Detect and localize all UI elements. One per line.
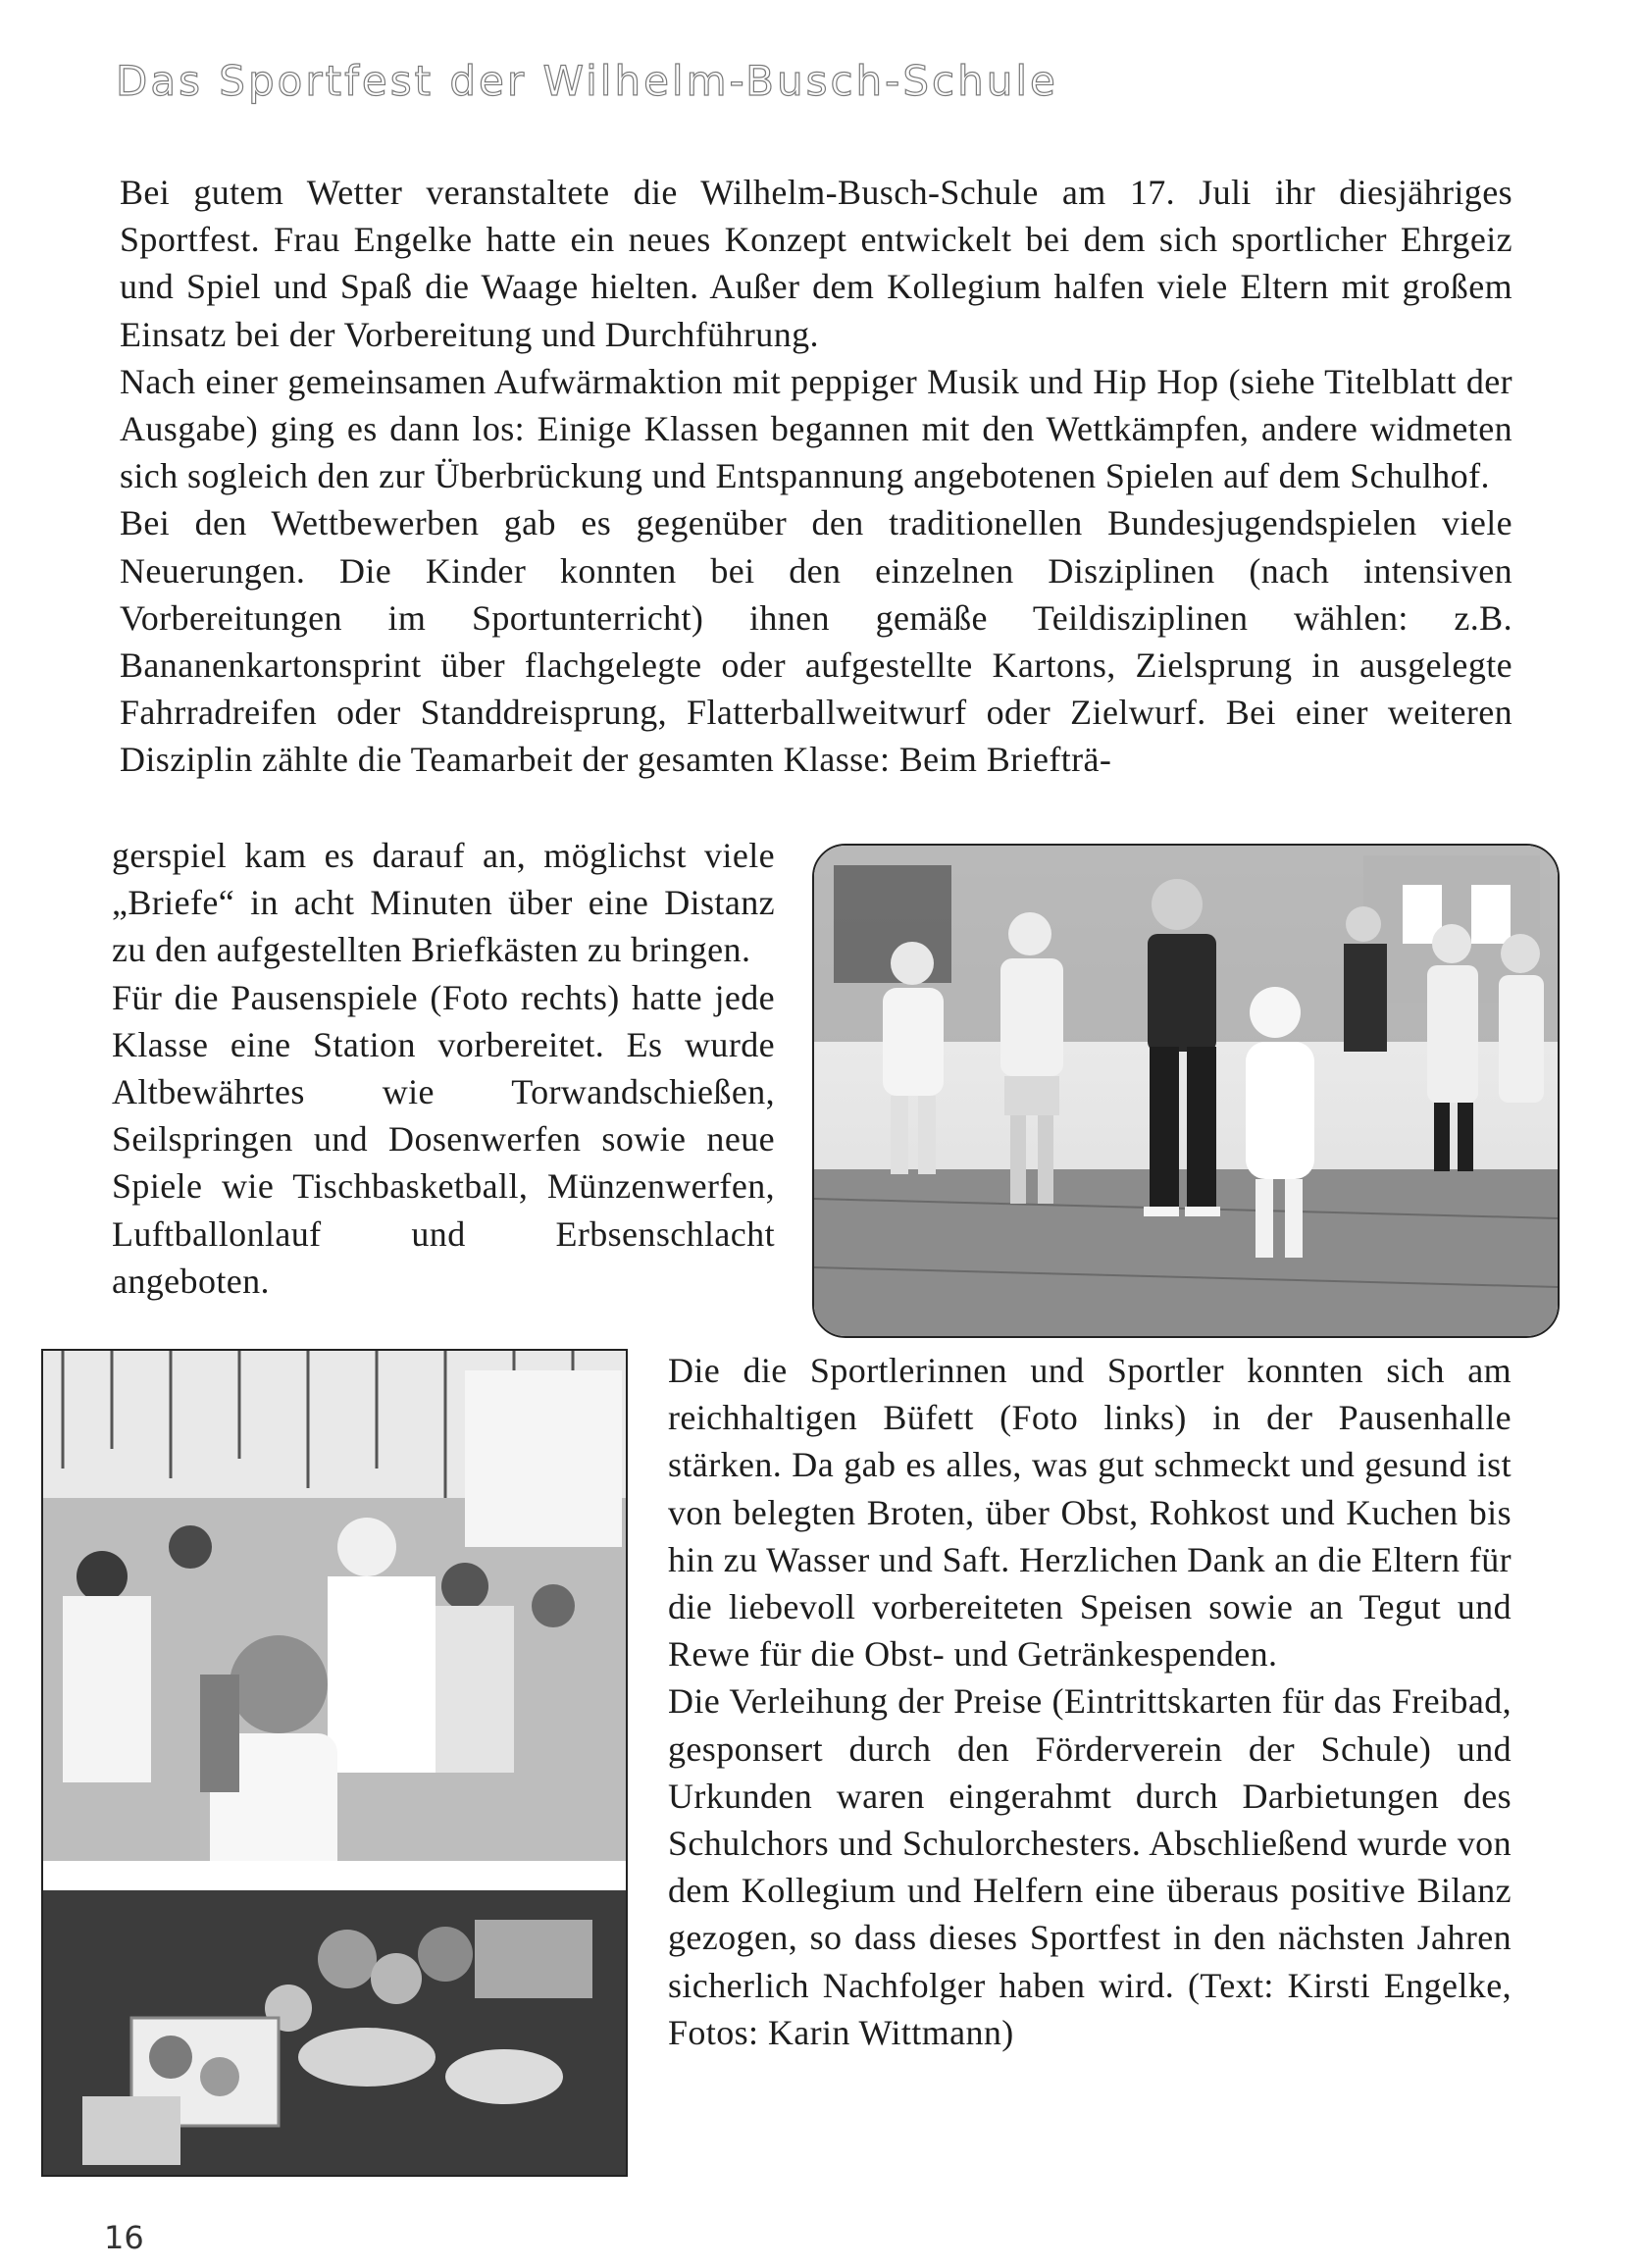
page-number: 16 [104, 2219, 144, 2256]
paragraph-break-games: Für die Pausenspiele (Foto rechts) hatte jede Klasse eine Station vorbereitet. Es wurde Altbewährtes wie Torwandschießen, Seilspringen und Dosenwerfen sowie neue Spiele wie Tischbasketball, Münzenwerfen, Luftballonlauf und Erbsenschlacht angeboten. [112, 977, 775, 1301]
paragraph-postman-game: gerspiel kam es darauf an, möglichst viele „Briefe“ in acht Minuten über eine Distanz zu den aufgestellten Briefkästen zu bringen. [112, 836, 775, 970]
paragraph-warmup: Nach einer gemeinsamen Aufwärmaktion mit peppiger Musik und Hip Hop (siehe Titelblatt der Ausgabe) ging es dann los: Einige Klassen begannen mit den Wettkämpfen, andere widmeten sich sogleich den zur Überbrückung und Entspannung angebotenen Spielen auf dem Schulhof. [120, 361, 1512, 496]
intro-text-block [120, 169, 1512, 784]
right-text-block [668, 1347, 1512, 2056]
article-title: Das Sportfest der Wilhelm-Busch-Schule [116, 57, 1058, 105]
paragraph-competitions: Bei den Wettbewerben gab es gegenüber den traditionellen Bundesjugendspielen viele Neuerungen. Die Kinder konnten bei den einzelnen Disziplinen (nach intensiven Vorbereitungen im Sportunterricht) ihnen gemäße Teildisziplinen wählen: z.B. Bananenkartonsprint über flachgelegte oder aufgestellte Kartons, Zielsprung in ausgelegte Fahrradreifen oder Standdreisprung, Flatterballweitwurf oder Zielwurf. Bei einer weiteren Disziplin zählte die Teamarbeit der gesamten Klasse: Beim Briefträ- [120, 503, 1512, 780]
paragraph-awards: Die Verleihung der Preise (Eintrittskarten für das Freibad, gesponsert durch den Förderverein der Schule) und Urkunden waren eingerahmt durch Darbietungen des Schulchors und Schulorchesters. Abschließend wurde von dem Kollegium und Helfern eine überaus positive Bilanz gezogen, so dass dieses Sportfest in den nächsten Jahren sicherlich Nachfolger haben wird. (Text: Kirsti Engelke, Fotos: Karin Wittmann) [668, 1681, 1512, 2052]
photo-break-games [812, 844, 1560, 1338]
paragraph-intro: Bei gutem Wetter veranstaltete die Wilhelm-Busch-Schule am 17. Juli ihr diesjähriges Sportfest. Frau Engelke hatte ein neues Konzept entwickelt bei dem sich sportlicher Ehrgeiz und Spiel und Spaß die Waage hielten. Außer dem Kollegium halfen viele Eltern mit großem Einsatz bei der Vorbereitung und Durchführung. [120, 173, 1512, 354]
left-text-block [112, 832, 775, 1305]
paragraph-buffet: Die die Sportlerinnen und Sportler konnten sich am reichhaltigen Büfett (Foto links) in der Pausenhalle stärken. Da gab es alles, was gut schmeckt und gesund ist von belegten Broten, über Obst, Rohkost und Kuchen bis hin zu Wasser und Saft. Herzlichen Dank an die Eltern für die liebevoll vorbereiteten Speisen sowie an Tegut und Rewe für die Obst- und Getränkespenden. [668, 1351, 1512, 1675]
photo-buffet [41, 1349, 628, 2177]
